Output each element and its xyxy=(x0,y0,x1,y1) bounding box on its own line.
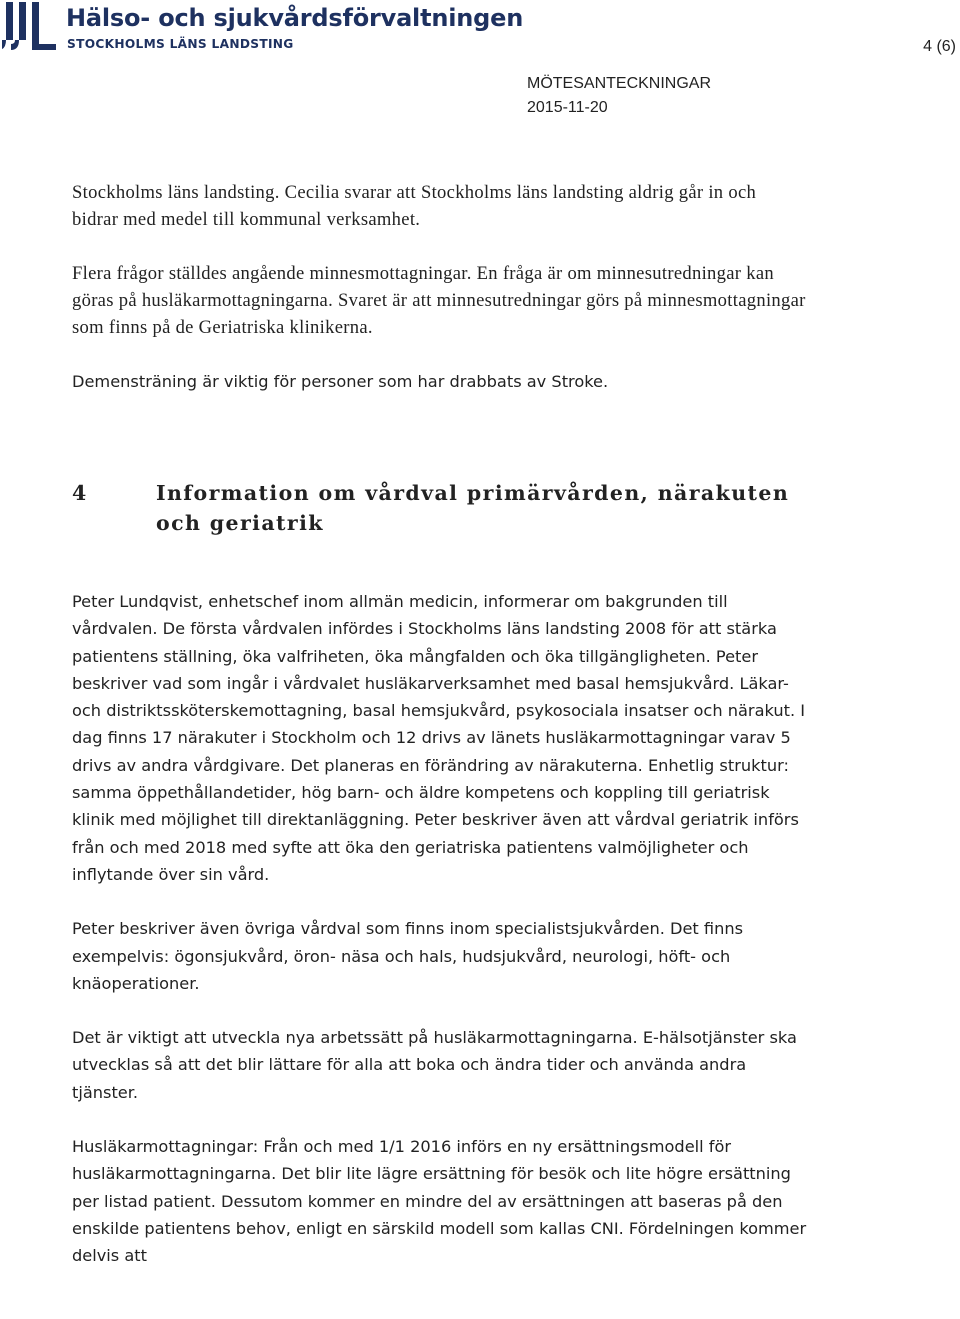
landsting-logo-icon xyxy=(2,2,58,52)
paragraph: Peter Lundqvist, enhetschef inom allmän medicin, informerar om bakgrunden till vårdvalen. De första vårdvalen infördes i Stockholms läns landsting 2008 för att stärka patientens ställning, öka valfriheten, öka mångfalden och öka tillgängligheten. Peter beskriver vad som ingår i vårdvalet husläkarverksamhet med basal hemsjukvård. Läkar- och distriktssköterskemottagning, basal hemsjukvård, psykosociala insatser och närakut. I dag finns 17 närakuter i Stockholm och 12 drivs av länets husläkarmottagningar varav 5 drivs av andra vårdgivare. Det planeras en förändring av närakuterna. Enhetlig struktur: samma öppethållandetider, hög barn- och äldre kompetens och koppling till geriatrisk klinik med möjlighet till direktanläggning. Peter beskriver även att vårdval geriatrik införs från och med 2018 med syfte att öka den geriatriska patientens valmöjligheter och inflytande över sin vård. xyxy=(72,592,806,884)
body-text-section xyxy=(72,588,812,1297)
paragraph: Det är viktigt att utveckla nya arbetssätt på husläkarmottagningarna. E-hälsotjänster ska utvecklas så att det blir lättare för alla att boka och ändra tider och använda andra tjänster. xyxy=(72,1028,797,1102)
org-title: Hälso- och sjukvårdsförvaltningen xyxy=(66,4,524,32)
page-number: 4 (6) xyxy=(923,38,956,55)
section-heading xyxy=(72,478,792,538)
paragraph: Stockholms läns landsting. Cecilia svarar att Stockholms läns landsting aldrig går in och bidrar med medel till kommunal verksamhet. xyxy=(72,182,757,230)
section-title: Information om vårdval primärvården, närakuten och geriatrik xyxy=(156,481,790,535)
paragraph: Peter beskriver även övriga vårdval som finns inom specialistsjukvården. Det finns exempelvis: ögonsjukvård, öron- näsa och hals, hudsjukvård, neurologi, höft- och knäoperationer. xyxy=(72,919,744,993)
paragraph: Husläkarmottagningar: Från och med 1/1 2016 införs en ny ersättningsmodell för husläkarmottagningarna. Det blir lite lägre ersättning för besök och lite högre ersättning per listad patient. Dessutom kommer en mindre del av ersättningen att baseras på den enskilde patientens behov, enligt en särskild modell som kallas CNI. Fördelningen kommer delvis att xyxy=(72,1137,807,1266)
org-subtitle: STOCKHOLMS LÄNS LANDSTING xyxy=(67,37,294,51)
document-type: MÖTESANTECKNINGAR xyxy=(527,75,712,92)
section-number: 4 xyxy=(72,481,88,505)
document-date: 2015-11-20 xyxy=(527,99,608,116)
body-text-top xyxy=(72,179,807,422)
paragraph: Flera frågor ställdes angående minnesmottagningar. En fråga är om minnesutredningar kan göras på husläkarmottagningarna. Svaret är att minnesutredningar görs på minnesmottagningar som finns på de Geriatriska klinikerna. xyxy=(72,263,806,338)
paragraph: Demensträning är viktig för personer som har drabbats av Stroke. xyxy=(72,372,609,391)
org-logo xyxy=(0,0,560,60)
